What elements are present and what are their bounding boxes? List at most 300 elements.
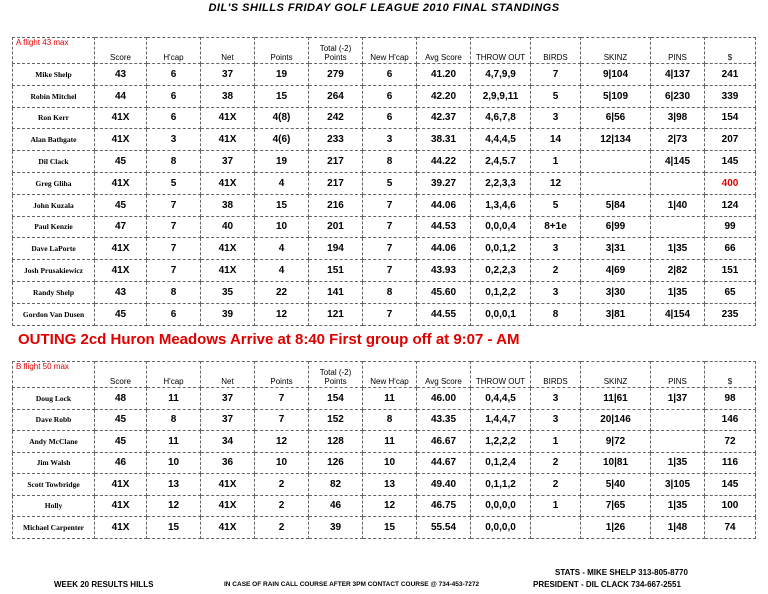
col-net: Net [201, 38, 255, 64]
cell-throw: 0,0,0,0 [471, 495, 531, 517]
cell-points: 22 [255, 281, 309, 303]
table-row [13, 495, 756, 517]
cell-dollar: 145 [705, 151, 756, 173]
cell-hcap: 6 [147, 64, 201, 86]
cell-pins [651, 216, 705, 238]
cell-hcap: 11 [147, 388, 201, 410]
page-title: DIL'S SHILLS FRIDAY GOLF LEAGUE 2010 FINAL STANDINGS [208, 2, 560, 14]
cell-newhcap: 7 [363, 216, 417, 238]
cell-points: 7 [255, 409, 309, 431]
cell-newhcap: 7 [363, 303, 417, 325]
player-name: Dave LaPorte [13, 238, 95, 260]
cell-throw: 2,4,5.7 [471, 151, 531, 173]
cell-points: 19 [255, 151, 309, 173]
cell-throw: 4,6,7,8 [471, 107, 531, 129]
cell-newhcap: 13 [363, 474, 417, 496]
cell-throw: 4,4,4,5 [471, 129, 531, 151]
col-total: Total (-2) Points [309, 362, 363, 388]
cell-net: 39 [201, 303, 255, 325]
cell-total: 194 [309, 238, 363, 260]
cell-newhcap: 6 [363, 64, 417, 86]
cell-net: 41X [201, 474, 255, 496]
cell-birds: 2 [531, 474, 581, 496]
cell-hcap: 12 [147, 495, 201, 517]
cell-points: 4(8) [255, 107, 309, 129]
cell-pins: 4|137 [651, 64, 705, 86]
cell-total: 152 [309, 409, 363, 431]
player-name: Alan Bathgate [13, 129, 95, 151]
cell-skinz: 5|84 [581, 194, 651, 216]
cell-birds: 1 [531, 495, 581, 517]
table-row [13, 194, 756, 216]
cell-score: 45 [95, 151, 147, 173]
cell-total: 216 [309, 194, 363, 216]
cell-hcap: 8 [147, 409, 201, 431]
player-name: Paul Kenzie [13, 216, 95, 238]
col-newhcap: New H'cap [363, 362, 417, 388]
col-pins: PINS [651, 362, 705, 388]
cell-net: 38 [201, 194, 255, 216]
cell-points: 12 [255, 431, 309, 453]
table-row [13, 452, 756, 474]
cell-avg: 39.27 [417, 172, 471, 194]
cell-birds: 2 [531, 452, 581, 474]
cell-throw: 1,2,2,2 [471, 431, 531, 453]
cell-pins [651, 172, 705, 194]
col-avg: Avg Score [417, 38, 471, 64]
cell-total: 201 [309, 216, 363, 238]
flight-label: B flight 50 max [13, 362, 95, 388]
cell-hcap: 6 [147, 303, 201, 325]
cell-pins: 1|40 [651, 194, 705, 216]
cell-skinz: 5|109 [581, 85, 651, 107]
cell-newhcap: 11 [363, 431, 417, 453]
cell-net: 37 [201, 409, 255, 431]
cell-score: 41X [95, 172, 147, 194]
cell-avg: 44.06 [417, 238, 471, 260]
cell-avg: 43.35 [417, 409, 471, 431]
cell-newhcap: 15 [363, 517, 417, 539]
flight-a-table [12, 37, 756, 326]
col-skinz: SKINZ [581, 362, 651, 388]
cell-dollar: 72 [705, 431, 756, 453]
cell-dollar: 66 [705, 238, 756, 260]
cell-score: 41X [95, 260, 147, 282]
cell-avg: 44.22 [417, 151, 471, 173]
cell-dollar: 65 [705, 281, 756, 303]
cell-net: 41X [201, 172, 255, 194]
cell-points: 10 [255, 452, 309, 474]
cell-birds: 8+1e [531, 216, 581, 238]
cell-dollar: 116 [705, 452, 756, 474]
cell-pins: 1|35 [651, 452, 705, 474]
header-row [13, 362, 756, 388]
cell-score: 45 [95, 194, 147, 216]
cell-dollar: 74 [705, 517, 756, 539]
week-results: WEEK 20 RESULTS HILLS [54, 580, 154, 589]
cell-pins [651, 409, 705, 431]
cell-avg: 42.20 [417, 85, 471, 107]
cell-throw: 0,4,4,5 [471, 388, 531, 410]
cell-points: 12 [255, 303, 309, 325]
cell-birds: 5 [531, 85, 581, 107]
cell-hcap: 6 [147, 107, 201, 129]
cell-points: 4 [255, 260, 309, 282]
col-points: Points [255, 38, 309, 64]
cell-total: 39 [309, 517, 363, 539]
cell-total: 151 [309, 260, 363, 282]
col-total: Total (-2) Points [309, 38, 363, 64]
cell-throw: 4,7,9,9 [471, 64, 531, 86]
cell-avg: 49.40 [417, 474, 471, 496]
cell-total: 217 [309, 172, 363, 194]
player-name: Scott Towbridge [13, 474, 95, 496]
cell-avg: 38.31 [417, 129, 471, 151]
cell-points: 19 [255, 64, 309, 86]
col-newhcap: New H'cap [363, 38, 417, 64]
player-name: Greg Gliha [13, 172, 95, 194]
cell-throw: 1,4,4,7 [471, 409, 531, 431]
cell-newhcap: 7 [363, 238, 417, 260]
cell-pins: 6|230 [651, 85, 705, 107]
cell-birds: 7 [531, 64, 581, 86]
cell-hcap: 7 [147, 238, 201, 260]
col-points: Points [255, 362, 309, 388]
cell-total: 128 [309, 431, 363, 453]
table-row [13, 517, 756, 539]
cell-throw: 0,1,1,2 [471, 474, 531, 496]
cell-birds: 3 [531, 107, 581, 129]
cell-avg: 42.37 [417, 107, 471, 129]
cell-newhcap: 11 [363, 388, 417, 410]
cell-dollar: 154 [705, 107, 756, 129]
cell-pins: 3|98 [651, 107, 705, 129]
cell-pins: 1|35 [651, 238, 705, 260]
cell-hcap: 8 [147, 281, 201, 303]
table-row [13, 260, 756, 282]
cell-throw: 0,0,0,1 [471, 303, 531, 325]
player-name: John Kuzala [13, 194, 95, 216]
cell-total: 121 [309, 303, 363, 325]
cell-total: 141 [309, 281, 363, 303]
cell-avg: 55.54 [417, 517, 471, 539]
cell-total: 279 [309, 64, 363, 86]
cell-pins: 1|48 [651, 517, 705, 539]
cell-newhcap: 8 [363, 281, 417, 303]
col-hcap: H'cap [147, 362, 201, 388]
cell-score: 41X [95, 129, 147, 151]
cell-skinz: 3|30 [581, 281, 651, 303]
col-dollar: $ [705, 38, 756, 64]
cell-dollar: 151 [705, 260, 756, 282]
cell-skinz: 20|146 [581, 409, 651, 431]
cell-pins [651, 431, 705, 453]
cell-newhcap: 8 [363, 409, 417, 431]
cell-birds: 12 [531, 172, 581, 194]
cell-pins: 1|35 [651, 495, 705, 517]
cell-avg: 46.75 [417, 495, 471, 517]
cell-hcap: 7 [147, 260, 201, 282]
cell-dollar: 100 [705, 495, 756, 517]
cell-total: 82 [309, 474, 363, 496]
cell-net: 41X [201, 129, 255, 151]
table-row [13, 129, 756, 151]
table-row [13, 64, 756, 86]
cell-points: 4(6) [255, 129, 309, 151]
col-score: Score [95, 38, 147, 64]
cell-net: 41X [201, 260, 255, 282]
cell-score: 41X [95, 474, 147, 496]
cell-dollar: 99 [705, 216, 756, 238]
cell-score: 45 [95, 431, 147, 453]
cell-points: 15 [255, 194, 309, 216]
table-row [13, 238, 756, 260]
table-row [13, 431, 756, 453]
cell-newhcap: 5 [363, 172, 417, 194]
cell-score: 47 [95, 216, 147, 238]
cell-hcap: 7 [147, 216, 201, 238]
cell-birds: 2 [531, 260, 581, 282]
cell-score: 45 [95, 409, 147, 431]
cell-pins: 4|145 [651, 151, 705, 173]
cell-throw: 0,0,0,4 [471, 216, 531, 238]
col-throw: THROW OUT [471, 362, 531, 388]
cell-dollar: 145 [705, 474, 756, 496]
cell-net: 41X [201, 238, 255, 260]
cell-avg: 46.67 [417, 431, 471, 453]
player-name: Ron Kerr [13, 107, 95, 129]
cell-pins: 2|82 [651, 260, 705, 282]
cell-birds [531, 517, 581, 539]
cell-skinz: 9|72 [581, 431, 651, 453]
cell-total: 126 [309, 452, 363, 474]
cell-throw: 2,9,9,11 [471, 85, 531, 107]
col-avg: Avg Score [417, 362, 471, 388]
cell-points: 7 [255, 388, 309, 410]
cell-hcap: 5 [147, 172, 201, 194]
table-row [13, 151, 756, 173]
cell-avg: 46.00 [417, 388, 471, 410]
cell-hcap: 6 [147, 85, 201, 107]
cell-dollar: 124 [705, 194, 756, 216]
cell-avg: 45.60 [417, 281, 471, 303]
cell-hcap: 15 [147, 517, 201, 539]
cell-newhcap: 7 [363, 194, 417, 216]
cell-net: 41X [201, 107, 255, 129]
cell-score: 41X [95, 517, 147, 539]
table-row [13, 303, 756, 325]
cell-net: 38 [201, 85, 255, 107]
cell-pins: 1|35 [651, 281, 705, 303]
cell-pins: 4|154 [651, 303, 705, 325]
cell-score: 45 [95, 303, 147, 325]
cell-points: 2 [255, 495, 309, 517]
player-name: Michael Carpenter [13, 517, 95, 539]
player-name: Josh Prusakiewicz [13, 260, 95, 282]
cell-hcap: 8 [147, 151, 201, 173]
cell-points: 2 [255, 517, 309, 539]
player-name: Gordon Van Dusen [13, 303, 95, 325]
table-row [13, 107, 756, 129]
col-net: Net [201, 362, 255, 388]
table-row [13, 474, 756, 496]
cell-newhcap: 3 [363, 129, 417, 151]
cell-total: 217 [309, 151, 363, 173]
cell-points: 15 [255, 85, 309, 107]
cell-net: 34 [201, 431, 255, 453]
cell-total: 242 [309, 107, 363, 129]
cell-avg: 41.20 [417, 64, 471, 86]
col-score: Score [95, 362, 147, 388]
cell-points: 10 [255, 216, 309, 238]
cell-skinz: 11|61 [581, 388, 651, 410]
cell-throw: 0,1,2,4 [471, 452, 531, 474]
player-name: Doug Lock [13, 388, 95, 410]
cell-skinz: 6|56 [581, 107, 651, 129]
cell-hcap: 3 [147, 129, 201, 151]
cell-dollar: 241 [705, 64, 756, 86]
cell-score: 44 [95, 85, 147, 107]
cell-avg: 44.55 [417, 303, 471, 325]
player-name: Andy McClane [13, 431, 95, 453]
cell-newhcap: 10 [363, 452, 417, 474]
cell-newhcap: 6 [363, 107, 417, 129]
cell-score: 41X [95, 238, 147, 260]
cell-pins: 1|37 [651, 388, 705, 410]
cell-net: 41X [201, 517, 255, 539]
cell-total: 233 [309, 129, 363, 151]
cell-skinz: 9|104 [581, 64, 651, 86]
cell-skinz: 6|99 [581, 216, 651, 238]
cell-dollar: 400 [705, 172, 756, 194]
player-name: Mike Shelp [13, 64, 95, 86]
cell-skinz: 3|31 [581, 238, 651, 260]
cell-throw: 1,3,4,6 [471, 194, 531, 216]
header-row [13, 38, 756, 64]
cell-net: 40 [201, 216, 255, 238]
cell-score: 48 [95, 388, 147, 410]
cell-net: 41X [201, 495, 255, 517]
col-hcap: H'cap [147, 38, 201, 64]
cell-hcap: 13 [147, 474, 201, 496]
cell-skinz: 5|40 [581, 474, 651, 496]
cell-skinz [581, 151, 651, 173]
cell-skinz: 3|81 [581, 303, 651, 325]
cell-throw: 2,2,3,3 [471, 172, 531, 194]
cell-net: 37 [201, 388, 255, 410]
cell-net: 37 [201, 64, 255, 86]
table-row [13, 281, 756, 303]
outing-notice: OUTING 2cd Huron Meadows Arrive at 8:40 First group off at 9:07 - AM [18, 331, 520, 348]
cell-score: 46 [95, 452, 147, 474]
cell-skinz [581, 172, 651, 194]
player-name: Randy Shelp [13, 281, 95, 303]
player-name: Jim Walsh [13, 452, 95, 474]
player-name: Dave Robb [13, 409, 95, 431]
table-row [13, 216, 756, 238]
cell-newhcap: 12 [363, 495, 417, 517]
cell-dollar: 339 [705, 85, 756, 107]
cell-score: 43 [95, 281, 147, 303]
cell-points: 4 [255, 238, 309, 260]
col-birds: BIRDS [531, 38, 581, 64]
cell-hcap: 10 [147, 452, 201, 474]
cell-skinz: 12|134 [581, 129, 651, 151]
cell-birds: 3 [531, 281, 581, 303]
cell-newhcap: 8 [363, 151, 417, 173]
cell-throw: 0,1,2,2 [471, 281, 531, 303]
table-row [13, 409, 756, 431]
cell-dollar: 98 [705, 388, 756, 410]
cell-throw: 0,0,0,0 [471, 517, 531, 539]
cell-net: 35 [201, 281, 255, 303]
cell-birds: 3 [531, 409, 581, 431]
cell-skinz: 10|81 [581, 452, 651, 474]
cell-hcap: 11 [147, 431, 201, 453]
col-pins: PINS [651, 38, 705, 64]
cell-avg: 44.53 [417, 216, 471, 238]
cell-points: 2 [255, 474, 309, 496]
cell-net: 36 [201, 452, 255, 474]
cell-skinz: 1|26 [581, 517, 651, 539]
cell-avg: 44.06 [417, 194, 471, 216]
cell-score: 41X [95, 107, 147, 129]
player-name: Dil Clack [13, 151, 95, 173]
president-contact: PRESIDENT - DIL CLACK 734-667-2551 [533, 580, 681, 589]
flight-b-table [12, 361, 756, 539]
cell-birds: 3 [531, 238, 581, 260]
col-dollar: $ [705, 362, 756, 388]
player-name: Robin Mitchel [13, 85, 95, 107]
cell-throw: 0,0,1,2 [471, 238, 531, 260]
col-throw: THROW OUT [471, 38, 531, 64]
cell-avg: 44.67 [417, 452, 471, 474]
cell-total: 154 [309, 388, 363, 410]
cell-birds: 1 [531, 431, 581, 453]
cell-skinz: 7|65 [581, 495, 651, 517]
cell-birds: 3 [531, 388, 581, 410]
rain-notice: IN CASE OF RAIN CALL COURSE AFTER 3PM CONTACT COURSE @ 734-453-7272 [224, 581, 480, 588]
cell-score: 43 [95, 64, 147, 86]
table-row [13, 388, 756, 410]
cell-skinz: 4|69 [581, 260, 651, 282]
stats-contact: STATS - MIKE SHELP 313-805-8770 [555, 568, 688, 577]
flight-label: A flight 43 max [13, 38, 95, 64]
table-row [13, 85, 756, 107]
cell-pins: 3|105 [651, 474, 705, 496]
cell-net: 37 [201, 151, 255, 173]
cell-total: 46 [309, 495, 363, 517]
cell-birds: 14 [531, 129, 581, 151]
player-name: Holly [13, 495, 95, 517]
cell-birds: 1 [531, 151, 581, 173]
col-birds: BIRDS [531, 362, 581, 388]
cell-dollar: 235 [705, 303, 756, 325]
cell-hcap: 7 [147, 194, 201, 216]
cell-points: 4 [255, 172, 309, 194]
cell-birds: 8 [531, 303, 581, 325]
cell-dollar: 146 [705, 409, 756, 431]
cell-avg: 43.93 [417, 260, 471, 282]
cell-birds: 5 [531, 194, 581, 216]
col-skinz: SKINZ [581, 38, 651, 64]
table-row [13, 172, 756, 194]
cell-total: 264 [309, 85, 363, 107]
cell-score: 41X [95, 495, 147, 517]
cell-newhcap: 6 [363, 85, 417, 107]
cell-dollar: 207 [705, 129, 756, 151]
cell-newhcap: 7 [363, 260, 417, 282]
